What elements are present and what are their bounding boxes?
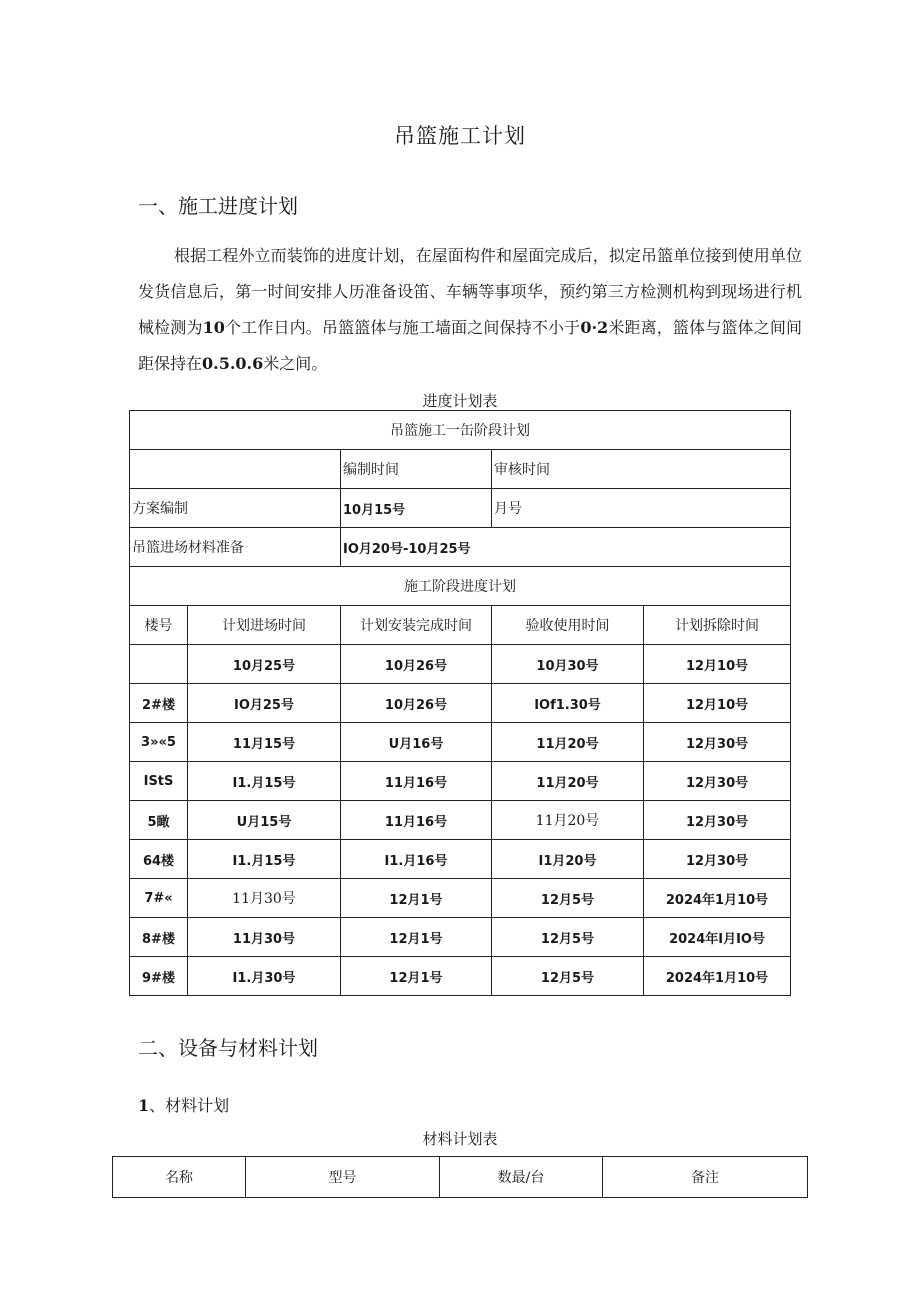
date-cell: U月15号	[188, 801, 341, 840]
date-cell: 11月20号	[492, 801, 644, 840]
building-cell: 64楼	[130, 840, 188, 879]
header-cell: 型号	[246, 1157, 440, 1198]
building-cell: 2#楼	[130, 684, 188, 723]
date-cell: 10月26号	[341, 684, 492, 723]
date-cell: 11月20号	[492, 762, 644, 801]
schedule-table-caption: 进度计划表	[422, 392, 498, 410]
date-cell: 12月1号	[341, 918, 492, 957]
material-header-row	[113, 1157, 808, 1198]
date-cell: 12月30号	[644, 762, 791, 801]
material-table-caption: 材料计划表	[422, 1130, 498, 1148]
table-row	[130, 918, 791, 957]
subsection-heading-materials: 1、材料计划	[138, 1096, 230, 1115]
date-cell: I1.月30号	[188, 957, 341, 996]
building-cell	[130, 645, 188, 684]
section-heading-equipment: 二、设备与材料计划	[138, 1036, 318, 1060]
building-cell: 3»«5	[130, 723, 188, 762]
date-cell: 10月25号	[188, 645, 341, 684]
section-heading-schedule: 一、施工进度计划	[138, 194, 298, 218]
header-cell: 计划拆除时间	[644, 606, 791, 645]
header-cell: 数最/台	[440, 1157, 603, 1198]
plan-compile-date: 10月15号	[341, 489, 492, 528]
date-cell: U月16号	[341, 723, 492, 762]
date-cell: IO月25号	[188, 684, 341, 723]
date-cell: I1月20号	[492, 840, 644, 879]
date-cell: 12月10号	[644, 645, 791, 684]
empty-cell	[130, 450, 341, 489]
date-cell: 11月20号	[492, 723, 644, 762]
material-table	[112, 1156, 808, 1198]
building-cell: 7#«	[130, 879, 188, 918]
schedule-header-row	[130, 606, 791, 645]
header-cell: 计划进场时间	[188, 606, 341, 645]
building-cell: 9#楼	[130, 957, 188, 996]
date-cell: I1.月15号	[188, 762, 341, 801]
date-cell: I1.月15号	[188, 840, 341, 879]
date-cell: 11月16号	[341, 762, 492, 801]
date-cell: 2024年1月10号	[644, 879, 791, 918]
building-cell: 5瞰	[130, 801, 188, 840]
date-cell: 10月26号	[341, 645, 492, 684]
date-cell: 12月30号	[644, 801, 791, 840]
table-row	[130, 762, 791, 801]
date-cell: 12月5号	[492, 957, 644, 996]
date-cell: 11月30号	[188, 879, 341, 918]
date-cell: IOf1.30号	[492, 684, 644, 723]
table-row	[130, 645, 791, 684]
table-row	[130, 684, 791, 723]
table-row	[130, 957, 791, 996]
plan-review-date: 月号	[492, 489, 791, 528]
schedule-top-title: 吊篮施工一缶阶段计划	[130, 411, 791, 450]
header-cell: 名称	[113, 1157, 246, 1198]
date-cell: 12月5号	[492, 879, 644, 918]
header-cell: 验收使用时间	[492, 606, 644, 645]
date-cell: I1.月16号	[341, 840, 492, 879]
compile-time-header: 编制时间	[341, 450, 492, 489]
date-cell: 12月30号	[644, 840, 791, 879]
plan-compile-label: 方案编制	[130, 489, 341, 528]
schedule-table	[129, 410, 791, 996]
header-cell: 楼号	[130, 606, 188, 645]
date-cell: 2024年I月IO号	[644, 918, 791, 957]
material-prep-label: 吊篮进场材料准备	[130, 528, 341, 567]
date-cell: 11月16号	[341, 801, 492, 840]
schedule-paragraph: 根据工程外立而装饰的进度计划，在屋面构件和屋面完成后，拟定吊篮单位接到使用单位发货信息后，第一时间安排人历准备设笛、车辆等事项华，预约第三方检测机构到现场进行机械检测为10个工作日内。吊篮篮体与施工墙面之间保持不小于0·2米距离，篮体与篮体之间间距保持在0.5.0.6米之间。	[138, 246, 802, 373]
building-cell: 8#楼	[130, 918, 188, 957]
date-cell: 11月30号	[188, 918, 341, 957]
table-row	[130, 840, 791, 879]
date-cell: 12月30号	[644, 723, 791, 762]
date-cell: 12月5号	[492, 918, 644, 957]
header-cell: 备注	[603, 1157, 808, 1198]
review-time-header: 审核时间	[492, 450, 791, 489]
date-cell: 12月1号	[341, 879, 492, 918]
date-cell: 12月1号	[341, 957, 492, 996]
table-row	[130, 801, 791, 840]
material-prep-dates: IO月20号-10月25号	[341, 528, 791, 567]
table-row	[130, 879, 791, 918]
date-cell: 12月10号	[644, 684, 791, 723]
date-cell: 10月30号	[492, 645, 644, 684]
building-cell: IStS	[130, 762, 188, 801]
stage-title: 施工阶段进度计划	[130, 567, 791, 606]
date-cell: 2024年1月10号	[644, 957, 791, 996]
page-title: 吊篮施工计划	[394, 124, 526, 148]
date-cell: 11月15号	[188, 723, 341, 762]
header-cell: 计划安装完成时间	[341, 606, 492, 645]
table-row	[130, 723, 791, 762]
